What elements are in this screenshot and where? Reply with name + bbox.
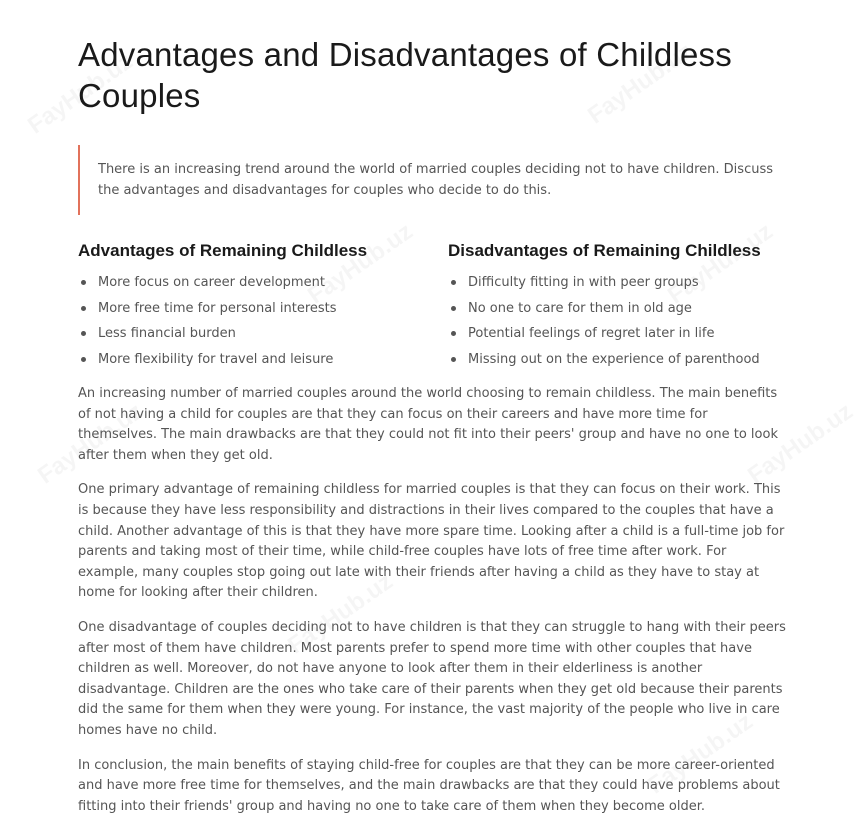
task-prompt — [78, 145, 788, 215]
bullet-icon — [451, 280, 456, 285]
essay-body — [78, 384, 788, 817]
list-item-text: Potential feelings of regret later in life — [468, 326, 715, 341]
list-item-text: Less financial burden — [98, 326, 236, 341]
list-item — [448, 270, 788, 296]
list-item — [78, 347, 418, 373]
list-item — [78, 321, 418, 347]
bullet-icon — [451, 331, 456, 336]
list-item-text: Difficulty fitting in with peer groups — [468, 275, 699, 290]
list-item — [448, 296, 788, 322]
list-item — [78, 296, 418, 322]
list-item — [448, 347, 788, 373]
disadvantages-list — [448, 270, 788, 372]
bullet-icon — [81, 357, 86, 362]
bullet-icon — [451, 357, 456, 362]
list-item-text: No one to care for them in old age — [468, 300, 692, 316]
essay-paragraph-disadvantages: One disadvantage of couples deciding not to have children is that they can struggle to hang with their peers after most of them have children. Most parents prefer to spend more time with other couples that have children as well. Moreover, do not have anyone to look after them in their elderliness is another disadvantage. Children are the ones who take care of their parents when they get old because their parents did the same for them when they were young. For instance, the vast majority of the people who live in care homes have no child. — [78, 619, 786, 738]
list-item-text: More flexibility for travel and leisure — [98, 351, 334, 367]
essay-conclusion: In conclusion, the main benefits of staying child-free for couples are that they can be more career-oriented and have more free time for themselves, and the main drawbacks are that they could have problems about fitting into their friends' group and having no one to take care of them when they become older. — [78, 757, 780, 814]
pros-cons-columns — [78, 240, 788, 372]
list-item-text: Missing out on the experience of parenthood — [468, 351, 760, 367]
list-item-text: More focus on career development — [98, 275, 325, 290]
advantages-list — [78, 270, 418, 372]
advantages-column — [78, 240, 418, 372]
page-title: Advantages and Disadvantages of Childless Couples — [78, 36, 732, 114]
list-item — [78, 270, 418, 296]
essay-introduction: An increasing number of married couples around the world choosing to remain childless. The main benefits of not having a child for couples are that they can focus on their careers and have more time for themselves. The main drawbacks are that they could not fit into their peers' group and have no one to look after them when they get old. — [78, 386, 778, 463]
article — [78, 34, 788, 831]
disadvantages-heading: Disadvantages of Remaining Childless — [448, 241, 761, 260]
task-prompt-text: There is an increasing trend around the world of married couples deciding not to have children. Discuss the advantages and disadvantages for couples who decide to do this. — [98, 162, 774, 198]
bullet-icon — [451, 306, 456, 311]
bullet-icon — [81, 331, 86, 336]
essay-paragraph-advantages: One primary advantage of remaining childless for married couples is that they can focus on their work. This is because they have less responsibility and distractions in their lives compared to the couples that have a child. Another advantage of this is that they have more spare time. Looking after a child is a full-time job for parents and taking most of their time, while child-free couples have lots of free time after work. For example, many couples stop going out late with their friends after having a child as they have to stay at home for looking after their children. — [78, 482, 785, 601]
bullet-icon — [81, 306, 86, 311]
disadvantages-column — [448, 240, 788, 372]
list-item-text: More free time for personal interests — [98, 300, 337, 316]
bullet-icon — [81, 280, 86, 285]
list-item — [448, 321, 788, 347]
advantages-heading: Advantages of Remaining Childless — [78, 241, 368, 260]
